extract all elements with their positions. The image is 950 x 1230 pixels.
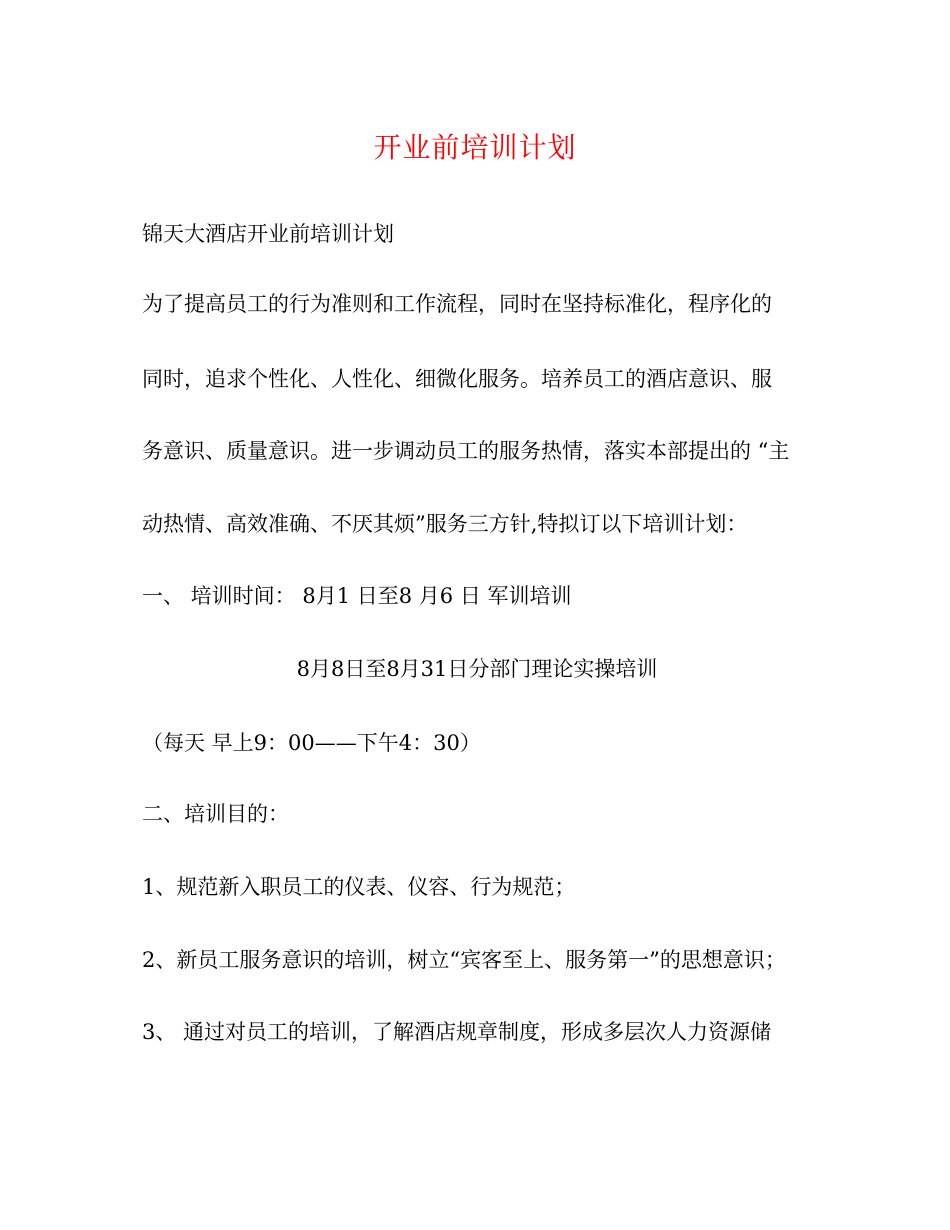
document-title: 开业前培训计划	[373, 131, 577, 164]
hotel-plan-heading: 锦天大酒店开业前培训计划	[142, 222, 394, 246]
section-one-training-time: 一、 培训时间： 8月1 日至8 月6 日 军训培训	[142, 584, 572, 608]
objective-item-3: 3、 通过对员工的培训，了解酒店规章制度，形成多层次人力资源储	[142, 1020, 772, 1044]
body-paragraph-line: 同时，追求个性化、人性化、细微化服务。培养员工的酒店意识、服	[142, 367, 772, 391]
body-paragraph-line: 务意识、质量意识。进一步调动员工的服务热情，落实本部提出的 “主	[142, 439, 790, 463]
body-paragraph-line: 为了提高员工的行为准则和工作流程，同时在坚持标准化，程序化的	[142, 292, 772, 316]
objective-item-2: 2、新员工服务意识的培训，树立“宾客至上、服务第一”的思想意识；	[142, 948, 786, 972]
training-time-detail: 8月8日至8月31日分部门理论实操培训	[296, 657, 658, 681]
section-two-heading: 二、培训目的：	[142, 802, 289, 826]
body-paragraph-line: 动热情、高效准确、不厌其烦”服务三方针,特拟订以下培训计划：	[142, 512, 748, 536]
daily-schedule: （每天 早上9：00——下午4：30）	[142, 731, 481, 755]
objective-item-1: 1、规范新入职员工的仪表、仪容、行为规范；	[142, 875, 576, 899]
